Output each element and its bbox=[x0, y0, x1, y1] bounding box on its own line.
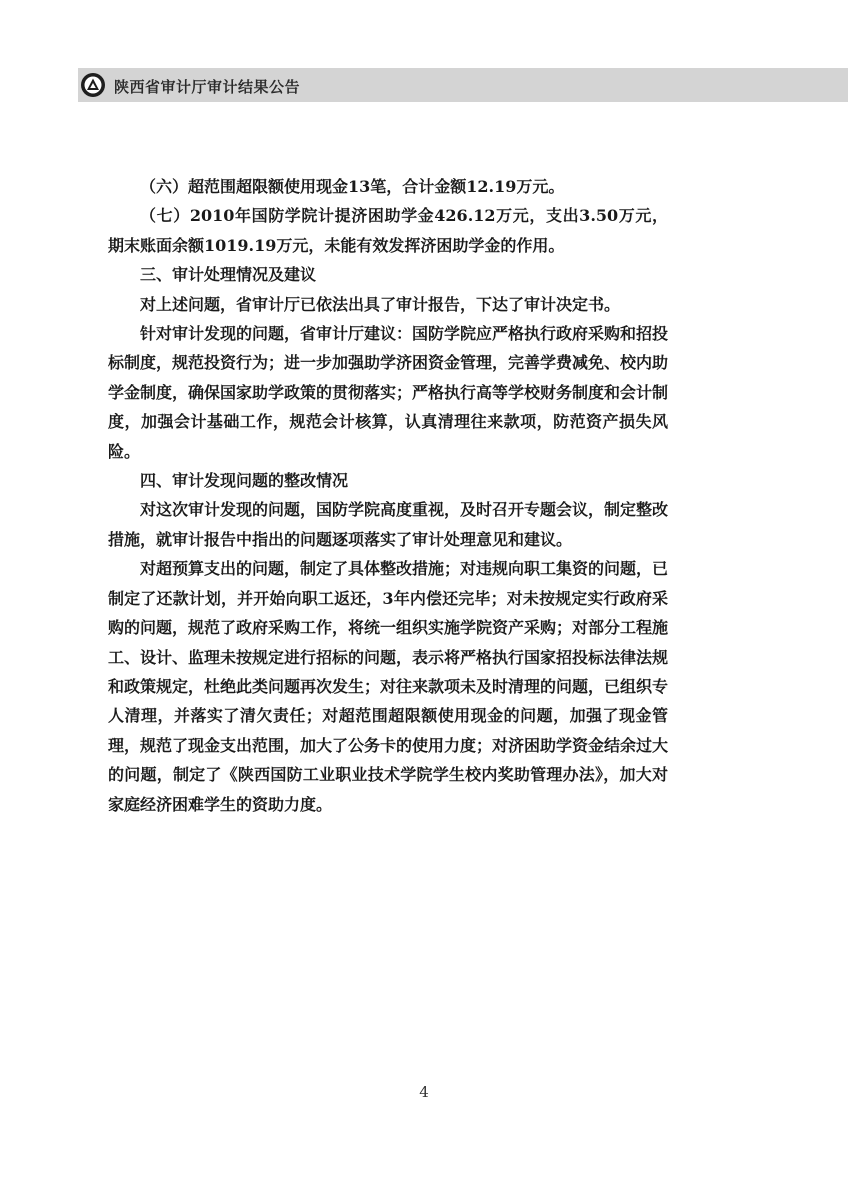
paragraph-item-7: （七）2010年国防学院计提济困助学金426.12万元，支出3.50万元，期末账面余额1019.19万元，未能有效发挥济困助学金的作用。 bbox=[108, 206, 668, 255]
paragraph-recommendations: 针对审计发现的问题，省审计厅建议：国防学院应严格执行政府采购和招投标制度，规范投资行为；进一步加强助学济困资金管理，完善学费减免、校内助学金制度，确保国家助学政策的贯彻落实；严格执行高等学校财务制度和会计制度，加强会计基础工作，规范会计核算，认真清理往来款项，防范资产损失风险。 bbox=[108, 324, 669, 461]
paragraph-audit-report: 对上述问题，省审计厅已依法出具了审计报告，下达了审计决定书。 bbox=[140, 294, 621, 314]
paragraph-item-6: （六）超范围超限额使用现金13笔，合计金额12.19万元。 bbox=[140, 177, 565, 196]
page-number: 4 bbox=[419, 1083, 429, 1101]
section-heading-4: 四、审计发现问题的整改情况 bbox=[140, 471, 349, 491]
header-title: 陕西省审计厅审计结果公告 bbox=[114, 78, 301, 96]
document-body bbox=[108, 172, 668, 819]
section-heading-3: 三、审计处理情况及建议 bbox=[140, 265, 317, 285]
audit-emblem-icon bbox=[80, 72, 106, 98]
paragraph-rectification-details: 对超预算支出的问题，制定了具体整改措施；对违规向职工集资的问题，已制定了还款计划，并开始向职工返还，3年内偿还完毕；对未按规定实行政府采购的问题，规范了政府采购工作，将统一组织实施学院资产采购；对部分工程施工、设计、监理未按规定进行招标的问题，表示将严格执行国家招投标法律法规和政策规定，杜绝此类问题再次发生；对往来款项未及时清理的问题，已组织专人清理，并落实了清欠责任；对超范围超限额使用现金的问题，加强了现金管理，规范了现金支出范围，加大了公务卡的使用力度；对济困助学资金结余过大的问题，制定了《陕西国防工业职业技术学院学生校内奖助管理办法》，加大对家庭经济困难学生的资助力度。 bbox=[108, 559, 669, 814]
paragraph-rectification-overview: 对这次审计发现的问题，国防学院高度重视，及时召开专题会议，制定整改措施，就审计报告中指出的问题逐项落实了审计处理意见和建议。 bbox=[108, 500, 669, 549]
